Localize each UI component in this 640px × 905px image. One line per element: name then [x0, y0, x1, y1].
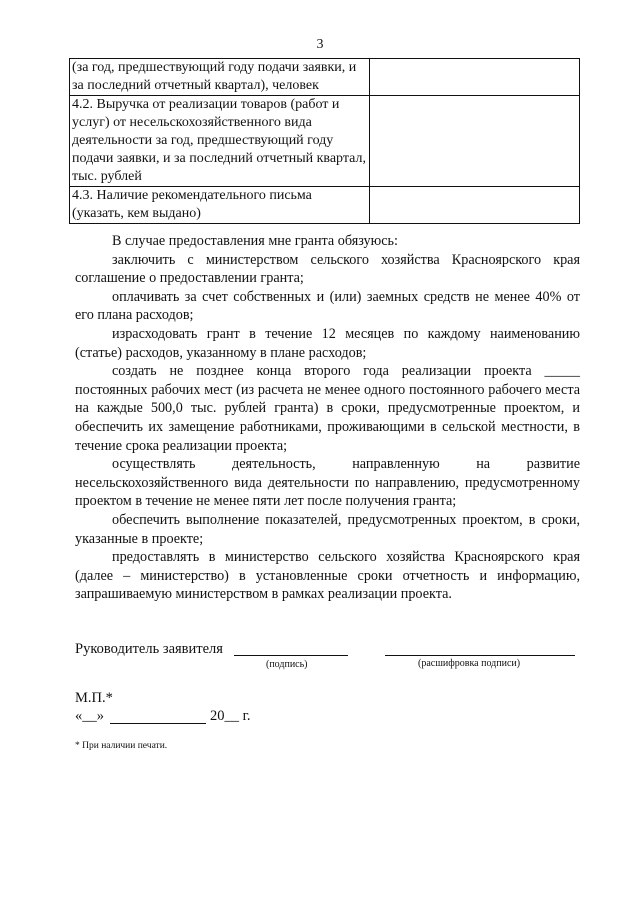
- signatory-label: Руководитель заявителя: [75, 641, 223, 657]
- signature-line[interactable]: [234, 638, 348, 656]
- date-year: 20__ г.: [210, 708, 251, 724]
- signature-caption: (подпись): [266, 659, 308, 670]
- obligation-item: создать не позднее конца второго года реализации проекта _____ постоянных рабочих мест (из расчета не менее одного постоянного рабочего места на каждые 500,0 тыс. рублей гранта) в сроки, предусмотренные проектом, и обеспечить их замещение работниками, проживающими в сельской местности, в течение срока реализации проекта;: [75, 363, 580, 454]
- table-cell-value[interactable]: [370, 59, 580, 96]
- obligation-item: предоставлять в министерство сельского хозяйства Красноярского края (далее – министерство) в установленные сроки отчетность и информацию, запрашиваемую министерством в рамках реализации проекта.: [75, 549, 580, 603]
- obligation-item: осуществлять деятельность, направленную на развитие несельскохозяйственного вида деятельности по направлению, предусмотренному проектом в течение не менее пяти лет после получения гранта;: [75, 456, 580, 510]
- footnote: * При наличии печати.: [75, 741, 168, 751]
- table-row: [70, 187, 580, 224]
- stamp-mark: М.П.*: [75, 690, 113, 706]
- obligation-item: обеспечить выполнение показателей, предусмотренных проектом, в сроки, указанные в проекте;: [75, 511, 580, 547]
- date-month-line[interactable]: [110, 706, 206, 724]
- obligation-item: израсходовать грант в течение 12 месяцев по каждому наименованию (статье) расходов, указанному в плане расходов;: [75, 325, 580, 361]
- decode-caption: (расшифровка подписи): [418, 658, 521, 669]
- name-decode-line[interactable]: [385, 638, 575, 656]
- table-cell-value[interactable]: [370, 96, 580, 187]
- page-number: 3: [316, 37, 324, 52]
- table-cell-label: (за год, предшествующий году подачи заявки, и за последний отчетный квартал), человек: [70, 59, 370, 96]
- obligation-item: оплачивать за счет собственных и (или) заемных средств не менее 40% от его плана расходов;: [75, 288, 580, 324]
- requirements-table: [69, 58, 580, 224]
- date-day: «__»: [75, 708, 104, 724]
- table-row: [70, 59, 580, 96]
- obligation-item: заключить с министерством сельского хозяйства Красноярского края соглашение о предоставлении гранта;: [75, 251, 580, 287]
- table-cell-value[interactable]: [370, 187, 580, 224]
- table-cell-label: 4.3. Наличие рекомендательного письма (указать, кем выдано): [70, 187, 370, 224]
- table-cell-label: 4.2. Выручка от реализации товаров (работ и услуг) от несельскохозяйственного вида деятельности за год, предшествующий году подачи заявки, и за последний отчетный квартал, тыс. рублей: [70, 96, 370, 187]
- obligations-section: [75, 232, 580, 604]
- table-row: [70, 96, 580, 187]
- obligations-intro: В случае предоставления мне гранта обязуюсь:: [112, 233, 398, 249]
